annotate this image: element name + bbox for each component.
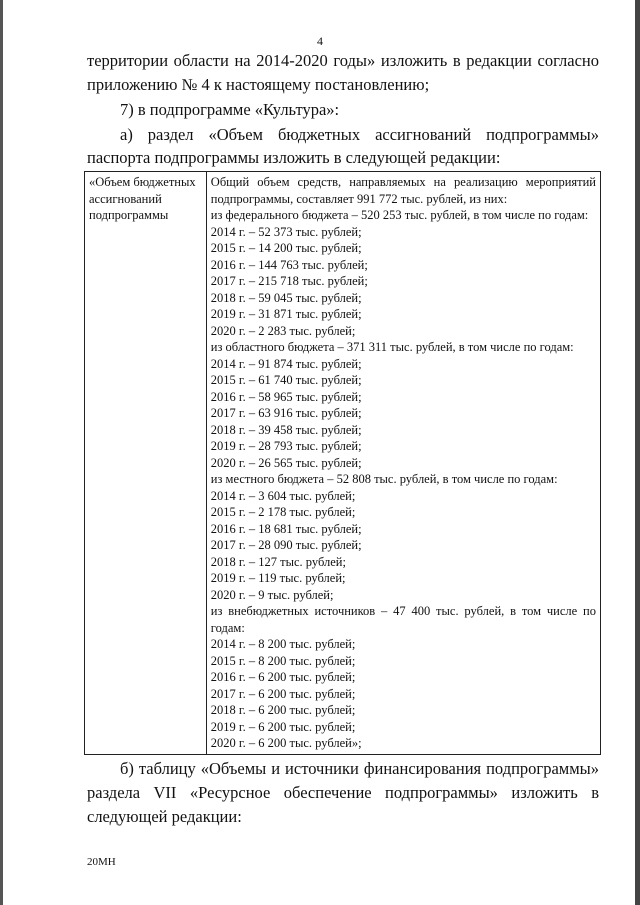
item-a-word: а) — [120, 125, 133, 144]
local-year: 2017 г. – 28 090 тыс. рублей; — [210, 538, 362, 552]
local-year: 2016 г. – 18 681 тыс. рублей; — [210, 521, 362, 536]
item-a-line-2: паспорта подпрограммы изложить в следующей редакции: — [87, 148, 501, 167]
regional-year: 2020 г. – 26 565 тыс. рублей; — [210, 455, 362, 470]
extra-budget-header: из внебюджетных источников – 47 400 тыс. рублей, в том числе по годам: — [210, 604, 596, 635]
item-a-word: бюджетных — [277, 125, 361, 144]
federal-header: из федерального бюджета – 520 253 тыс. рублей, в том числе по годам: — [210, 208, 589, 222]
page-number: 4 — [317, 34, 323, 48]
item-b-line-2: раздела VII «Ресурсное обеспечение подпрограммы» изложить в — [87, 783, 599, 802]
item-b-line-1: б) таблицу «Объемы и источники финансирования подпрограммы» — [120, 759, 599, 778]
local-year: 2018 г. – 127 тыс. рублей; — [210, 554, 346, 569]
regional-year: 2015 г. – 61 740 тыс. рублей; — [210, 373, 362, 387]
extra-budget-year: 2016 г. – 6 200 тыс. рублей; — [210, 670, 356, 684]
table-row — [85, 172, 601, 755]
section-title-cell — [85, 172, 207, 755]
federal-year: 2015 г. – 14 200 тыс. рублей; — [210, 241, 362, 255]
extra-budget-year: 2019 г. – 6 200 тыс. рублей; — [210, 719, 356, 734]
footer-code: 20МН — [87, 856, 116, 868]
item-a-word: «Объем — [208, 125, 263, 144]
local-year: 2015 г. – 2 178 тыс. рублей; — [210, 505, 356, 519]
extra-budget-year: 2018 г. – 6 200 тыс. рублей; — [210, 703, 356, 717]
federal-year: 2018 г. – 59 045 тыс. рублей; — [210, 290, 362, 305]
section-title: «Объем бюджетных ассигнований подпрограммы — [89, 175, 196, 222]
extra-budget-year: 2014 г. – 8 200 тыс. рублей; — [210, 637, 356, 651]
local-year: 2019 г. – 119 тыс. рублей; — [210, 571, 346, 585]
federal-year: 2014 г. – 52 373 тыс. рублей; — [210, 224, 362, 239]
federal-year: 2017 г. – 215 718 тыс. рублей; — [210, 274, 368, 288]
item-a-line-1 — [87, 124, 599, 146]
item-7: 7) в подпрограмме «Культура»: — [120, 100, 340, 119]
funding-details-cell — [206, 172, 600, 755]
federal-year: 2019 г. – 31 871 тыс. рублей; — [210, 307, 362, 321]
item-b-line-3: следующей редакции: — [87, 807, 242, 826]
budget-passport-table — [84, 171, 601, 755]
federal-year: 2016 г. – 144 763 тыс. рублей; — [210, 257, 368, 272]
local-year: 2014 г. – 3 604 тыс. рублей; — [210, 488, 356, 503]
intro-line-1: территории области на 2014-2020 годы» изложить в редакции согласно — [87, 51, 599, 70]
regional-year: 2016 г. – 58 965 тыс. рублей; — [210, 389, 362, 404]
item-a-word: раздел — [147, 125, 194, 144]
regional-year: 2014 г. – 91 874 тыс. рублей; — [210, 356, 362, 371]
regional-year: 2017 г. – 63 916 тыс. рублей; — [210, 406, 362, 420]
item-a-word: подпрограммы» — [486, 125, 599, 144]
regional-year: 2019 г. – 28 793 тыс. рублей; — [210, 439, 362, 453]
item-a-word: ассигнований — [375, 125, 472, 144]
regional-header: из областного бюджета – 371 311 тыс. рублей, в том числе по годам: — [210, 340, 574, 354]
local-header: из местного бюджета – 52 808 тыс. рублей, в том числе по годам: — [210, 472, 558, 486]
regional-year: 2018 г. – 39 458 тыс. рублей; — [210, 422, 362, 437]
extra-budget-year: 2020 г. – 6 200 тыс. рублей»; — [210, 736, 362, 750]
intro-line-2: приложению № 4 к настоящему постановлению; — [87, 75, 430, 94]
extra-budget-year: 2017 г. – 6 200 тыс. рублей; — [210, 686, 356, 701]
local-year: 2020 г. – 9 тыс. рублей; — [210, 587, 334, 602]
extra-budget-year: 2015 г. – 8 200 тыс. рублей; — [210, 653, 356, 668]
scan-edge-right — [635, 0, 640, 905]
scan-edge-left — [0, 0, 3, 905]
federal-year: 2020 г. – 2 283 тыс. рублей; — [210, 323, 356, 338]
total-amount: Общий объем средств, направляемых на реализацию мероприятий подпрограммы, составляет 991 772 тыс. рублей, из них: — [210, 175, 596, 206]
